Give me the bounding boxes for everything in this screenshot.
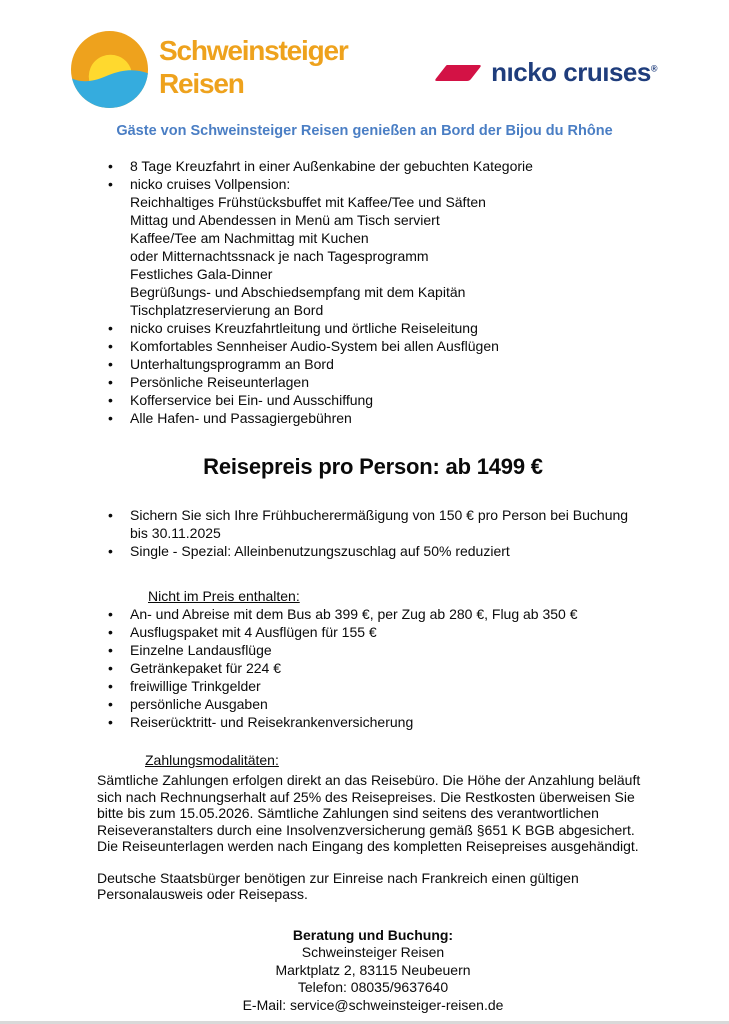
bullet-icon <box>97 391 130 409</box>
list-item-text: An- und Abreise mit dem Bus ab 399 €, per Zug ab 280 €, Flug ab 350 € <box>130 606 578 622</box>
bullet-icon <box>97 641 130 659</box>
list-item <box>97 373 649 391</box>
vollpension-detail: oder Mitternachtssnack je nach Tagesprogramm <box>130 248 429 264</box>
bullet-icon <box>97 695 130 713</box>
bullet-icon <box>97 506 130 542</box>
list-item <box>97 409 649 427</box>
bullet-icon <box>97 175 130 319</box>
included-list <box>97 157 649 427</box>
contact-address: Marktplatz 2, 83115 Neubeuern <box>275 961 471 978</box>
list-item-text: Kofferservice bei Ein- und Ausschiffung <box>130 392 374 408</box>
bullet-icon <box>97 677 130 695</box>
entry-note: Deutsche Staatsbürger benötigen zur Einreise nach Frankreich einen gültigen Personalausweis oder Reisepass. <box>97 869 579 902</box>
bullet-icon <box>97 337 130 355</box>
brand-name-line1: Schweinsteiger <box>159 35 348 66</box>
not-included-heading: Nicht im Preis enthalten: <box>148 588 300 604</box>
bullet-icon <box>97 605 130 623</box>
list-item <box>97 175 649 319</box>
partner-name <box>491 57 657 88</box>
list-item-text: nicko cruises Kreuzfahrtleitung und örtliche Reiseleitung <box>130 320 478 336</box>
list-item <box>97 641 649 659</box>
bullet-icon <box>97 355 130 373</box>
list-item <box>97 319 649 337</box>
list-item-text: Einzelne Landausflüge <box>130 642 272 658</box>
list-item-text: Unterhaltungsprogramm an Bord <box>130 356 334 372</box>
list-item-text: Reiserücktritt- und Reisekrankenversicherung <box>130 714 414 730</box>
vollpension-detail: Tischplatzreservierung an Bord <box>130 302 324 318</box>
bullet-icon <box>97 542 130 560</box>
bullet-icon <box>97 623 130 641</box>
header <box>0 0 729 109</box>
vollpension-detail: Festliches Gala-Dinner <box>130 266 273 282</box>
list-item-text: nicko cruises Vollpension: <box>130 176 291 192</box>
registered-mark: ® <box>650 63 657 74</box>
list-item <box>97 391 649 409</box>
list-item <box>97 605 649 623</box>
offers-list <box>97 506 649 560</box>
vollpension-detail: Reichhaltiges Frühstücksbuffet mit Kaffee/Tee und Säften <box>130 194 486 210</box>
payment-heading: Zahlungsmodalitäten: <box>145 752 279 768</box>
not-included-list <box>97 605 649 731</box>
list-item <box>97 677 649 695</box>
list-item <box>97 337 649 355</box>
list-item <box>97 506 649 542</box>
list-item <box>97 355 649 373</box>
bullet-icon <box>97 319 130 337</box>
list-item-text: persönliche Ausgaben <box>130 696 268 712</box>
contact-phone: Telefon: 08035/9637640 <box>297 979 449 995</box>
bullet-icon <box>97 659 130 677</box>
list-item-text: Single - Spezial: Alleinbenutzungszuschlag auf 50% reduziert <box>130 543 510 559</box>
list-item <box>97 157 649 175</box>
brand-name <box>159 34 348 109</box>
vollpension-detail: Begrüßungs- und Abschiedsempfang mit dem Kapitän <box>130 284 466 300</box>
contact-block <box>97 927 649 1015</box>
main-content <box>97 157 649 1014</box>
bullet-icon <box>97 713 130 731</box>
contact-company: Schweinsteiger Reisen <box>301 944 445 960</box>
brand-logo <box>70 30 348 109</box>
bullet-icon <box>97 157 130 175</box>
bullet-icon <box>97 409 130 427</box>
list-item <box>97 659 649 677</box>
list-item-text: Komfortables Sennheiser Audio-System bei allen Ausflügen <box>130 338 499 354</box>
brand-name-line2: Reisen <box>159 68 244 99</box>
tagline: Gäste von Schweinsteiger Reisen genießen an Bord der Bijou du Rhône <box>116 123 613 139</box>
bullet-icon <box>97 373 130 391</box>
price-heading: Reisepreis pro Person: ab 1499 € <box>203 454 543 479</box>
contact-email: E-Mail: service@schweinsteiger-reisen.de <box>242 996 504 1013</box>
list-item-text: Alle Hafen- und Passagiergebühren <box>130 410 352 426</box>
list-item <box>97 542 649 560</box>
list-item-text: freiwillige Trinkgelder <box>130 678 261 694</box>
partner-logo <box>434 57 657 88</box>
nicko-flag-icon <box>434 65 482 81</box>
list-item <box>97 623 649 641</box>
list-item <box>97 713 649 731</box>
list-item-text: Persönliche Reiseunterlagen <box>130 374 309 390</box>
partner-name-text: nıcko cruıses <box>491 57 651 87</box>
list-item <box>97 695 649 713</box>
list-item-text: 8 Tage Kreuzfahrt in einer Außenkabine der gebuchten Kategorie <box>130 158 533 174</box>
payment-text: Sämtliche Zahlungen erfolgen direkt an das Reisebüro. Die Höhe der Anzahlung beläuft sich nach Rechnungserhalt auf 25% des Reisepreises. Die Restkosten überweisen Sie bitte bis zum 15.05.2026. Sämtliche Zahlungen sind seitens des verantwortlichen Reiseveranstalters durch eine Insolvenzversicherung gemäß §651 K BGB abgesichert. Die Reiseunterlagen werden nach Eingang des kompletten Reisepreises ausgehändigt. <box>97 772 641 854</box>
list-item-text: Getränkepaket für 224 € <box>130 660 281 676</box>
contact-heading: Beratung und Buchung: <box>292 926 454 943</box>
list-item-text: Ausflugspaket mit 4 Ausflügen für 155 € <box>130 624 377 640</box>
sun-wave-logo-icon <box>70 30 149 109</box>
vollpension-detail: Kaffee/Tee am Nachmittag mit Kuchen <box>130 230 369 246</box>
list-item-text: Sichern Sie sich Ihre Frühbucherermäßigung von 150 € pro Person bei Buchung bis 30.11.2025 <box>130 507 629 541</box>
vollpension-detail: Mittag und Abendessen in Menü am Tisch serviert <box>130 212 440 228</box>
